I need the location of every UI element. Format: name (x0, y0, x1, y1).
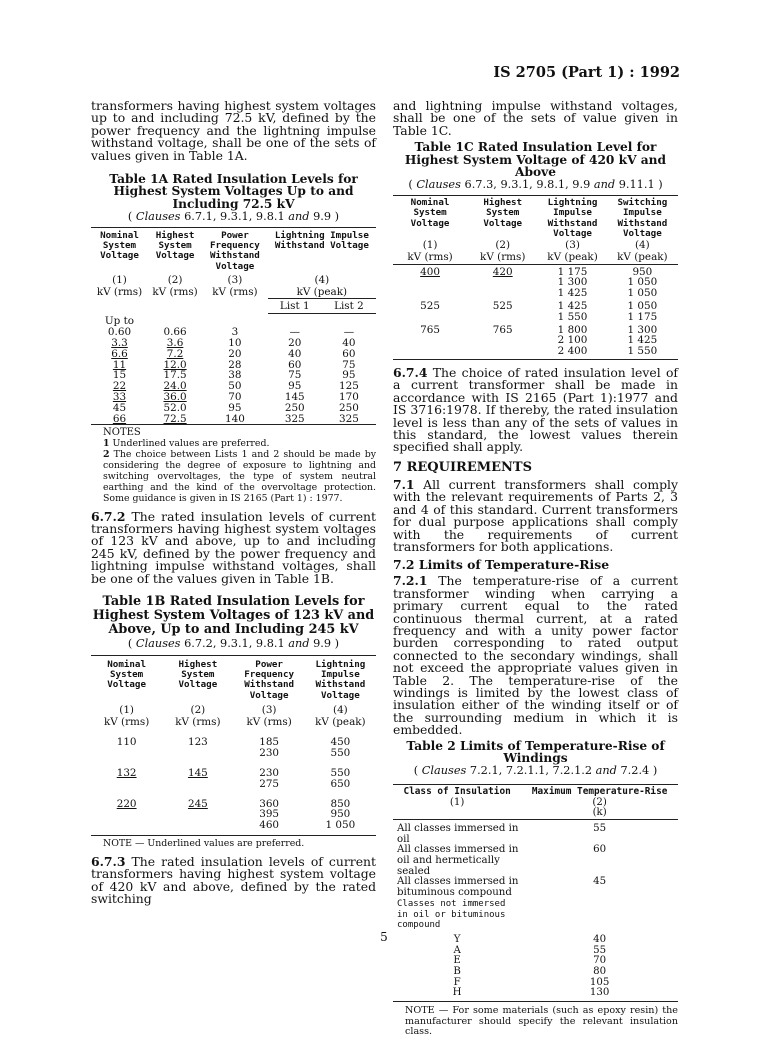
table-cell: 1 425 (557, 287, 588, 300)
table-row (393, 956, 678, 967)
table-1b-title: Table 1B Rated Insulation Levels for Highest System Voltages of 123 kV and Above, Up to and Including 245 kV (92, 594, 375, 638)
table-cell: All classes immersed in oil (397, 822, 519, 845)
table-cell: 75 (342, 358, 356, 371)
table-cell: 12.0 (163, 358, 187, 371)
table-cell: 55 (593, 822, 607, 834)
table-cell: A (453, 944, 461, 956)
table-cell: 130 (589, 987, 610, 999)
table-cell: 95 (228, 401, 242, 414)
table-1a-clauses: ( Clauses 6.7.1, 9.3.1, 9.8.1 and 9.9 ) (127, 210, 340, 224)
table-row (91, 779, 376, 790)
table-cell: 6.6 (111, 347, 128, 360)
table-cell: 95 (342, 369, 356, 382)
table-row (393, 312, 678, 323)
table-cell: 325 (284, 412, 305, 425)
table-cell: 55 (593, 944, 607, 956)
table-cell: 230 (259, 766, 280, 779)
table-cell: 220 (116, 797, 137, 810)
table-cell: 1 175 (627, 310, 658, 323)
table-cell: 40 (593, 933, 607, 945)
table-cell: 125 (338, 380, 359, 393)
table-cell: 70 (593, 955, 607, 967)
table-cell: 450 (330, 736, 351, 749)
right-intro-paragraph: and lightning impulse withstand voltages, shall be one of the sets of value given in Table 1C. (393, 98, 678, 138)
table-row (393, 899, 678, 931)
table-1a-title: Table 1A Rated Insulation Levels for Highest System Voltages Up to and Including 72.5 kV (109, 172, 358, 211)
table-row (393, 988, 678, 999)
table-cell: H (452, 987, 462, 999)
table-cell: 950 (330, 808, 351, 821)
section-7-2-heading: 7.2 Limits of Temperature-Rise (393, 557, 610, 573)
table-cell: 3.3 (111, 336, 128, 349)
table-cell: 1 550 (627, 345, 658, 358)
table-cell: 70 (228, 390, 242, 403)
table-cell: E (453, 955, 461, 967)
table-cell: 3.6 (166, 336, 184, 349)
table-cell: 80 (593, 966, 607, 978)
table-cell: 400 (420, 265, 440, 278)
table-cell: 250 (338, 401, 359, 414)
table-cell: 395 (259, 808, 280, 821)
clause-7-2-1: 7.2.1 The temperature-rise of a current transformer winding when carrying a primary current equal to the rated continuous thermal current, at a rated frequency and with a unity power factor burden corresponding to rated output connected to the secondary windings, shall not exceed the appropriate values given in Table 2. The temperature-rise of the windings is limited by the lowest class of insulation either of the winding itself or of the surrounding medium in which it is embedded. (393, 573, 678, 738)
list-1-header: List 1 (268, 299, 322, 314)
table-1b (91, 595, 376, 850)
table-row (393, 299, 678, 312)
table-cell: 360 (259, 797, 280, 810)
table-cell: 17.5 (163, 369, 187, 382)
table-cell: 105 (589, 976, 610, 988)
table-cell: — (343, 326, 355, 339)
table-cell: 245 (187, 797, 208, 810)
table-cell: 765 (420, 323, 440, 336)
table-cell: 10 (228, 336, 242, 349)
table-cell: 45 (593, 876, 607, 888)
table-cell: 1 425 (627, 334, 658, 347)
table-cell: 850 (330, 797, 351, 810)
table-cell: 52.0 (163, 401, 187, 414)
table-row (393, 264, 678, 277)
table-cell (521, 899, 678, 931)
table-cell: 1 050 (627, 287, 658, 300)
table-1a (91, 173, 376, 505)
table-row (91, 349, 376, 360)
table-cell: 24.0 (163, 380, 187, 393)
table-cell: 123 (187, 736, 208, 749)
table-2-clauses: ( Clauses 7.2.1, 7.2.1.1, 7.2.1.2 and 7.2.4 ) (413, 764, 658, 778)
table-cell: 0.66 (163, 326, 187, 339)
table-cell: 40 (288, 347, 302, 360)
table-cell: 20 (228, 347, 242, 360)
right-column (393, 100, 678, 1037)
table-cell: 1 300 (627, 323, 658, 336)
table-cell: 145 (284, 390, 305, 403)
table-cell: F (453, 976, 461, 988)
table-cell: Classes not immersed in oil or bituminous compound (397, 898, 506, 931)
table-cell: 3 (231, 326, 239, 339)
table-cell: 460 (259, 819, 280, 832)
left-column (91, 100, 376, 905)
table-1c-title: Table 1C Rated Insulation Level for Highest System Voltage of 420 kV and Above (404, 140, 667, 180)
table-row (393, 946, 678, 957)
table-row (393, 845, 678, 877)
table-cell: 50 (228, 380, 242, 393)
table-row (393, 877, 678, 898)
table-row (91, 748, 376, 759)
table-2-note: NOTE — For some materials (such as epoxy resin) the manufacturer should specify the relevant insulation class. (405, 1005, 678, 1037)
table-1b-note: NOTE — Underlined values are preferred. (103, 837, 305, 849)
page-header: IS 2705 (Part 1) : 1992 (493, 64, 680, 81)
table-cell: 60 (288, 358, 302, 371)
table-row (393, 967, 678, 978)
clause-6-7-4: 6.7.4 The choice of rated insulation level of a current transformer shall be made in accordance with IS 2165 (Part 1):1977 and IS 3716:1978. If thereby, the rated insulation level is less than any of the sets of values in this standard, the lowest values therein specified shall apply. (393, 365, 678, 455)
table-cell: 1 300 (557, 276, 588, 289)
clause-7-1: 7.1 All current transformers shall comply with the relevant requirements of Parts 2, 3 and 4 of this standard. Current transformers for dual purpose applications shall comply with the requirements of current transformers for both applications. (393, 476, 678, 554)
table-cell: 66 (112, 412, 127, 425)
table-cell: 22 (112, 380, 127, 393)
table-row (91, 820, 376, 831)
intro-paragraph: transformers having highest system voltages up to and including 72.5 kV, defined by the power frequency and the lightning impulse withstand voltage, shall be one of the sets of values given in Table 1A. (91, 98, 376, 163)
table-cell: 1 050 (325, 819, 356, 832)
table-cell: 110 (116, 736, 137, 749)
table-cell: 325 (338, 412, 359, 425)
table-cell: 170 (338, 390, 359, 403)
table-cell: All classes immersed in oil and hermetically sealed (397, 844, 519, 877)
table-cell: 145 (187, 766, 208, 779)
table-cell: 60 (593, 844, 607, 856)
clause-6-7-2: 6.7.2 The rated insulation levels of current transformers having highest system voltages of 123 kV and above, up to and including 245 kV, defined by the power frequency and lightning impulse withstand voltages, shall be one of the values given in Table 1B. (91, 508, 376, 586)
table-cell: 2 400 (557, 345, 588, 358)
clause-6-7-3: 6.7.3 The rated insulation levels of current transformers having highest system voltage of 420 kV and above, defined by the rated switching (91, 853, 376, 907)
table-cell: 28 (228, 358, 242, 371)
table-cell: 33 (112, 390, 127, 403)
table-cell: 38 (228, 369, 242, 382)
table-2-grid: Class of Insulation Maximum Temperature-Rise (1) (2) (k) All classes immersed in oil 55 All classes immersed in oil and hermetically sealed 60 All classes immersed in bituminous compound 45 Classes not immersed in oil or bituminous compound Y 40 A 55 E 70 B 80 F 105 H 130 (393, 784, 678, 999)
page-number: 5 (380, 930, 388, 944)
table-1b-grid: Nominal System Voltage Highest System Voltage Power Frequency Withstand Voltage Lightning Impulse Withstand Voltage (1) (2) (3) (4) kV (rms) kV (rms) kV (rms) kV (peak) 110 123 185 450 230 550 132 145 230 550 275 650 220 245 360 850 395 950 460 1 050 (91, 655, 376, 831)
table-cell: 765 (492, 323, 513, 336)
table-cell: 550 (330, 747, 351, 760)
table-cell: 420 (492, 265, 513, 278)
table-1c-clauses: ( Clauses 6.7.3, 9.3.1, 9.8.1, 9.9 and 9.11.1 ) (408, 178, 663, 192)
table-1b-clauses: ( Clauses 6.7.2, 9.3.1, 9.8.1 and 9.9 ) (127, 637, 340, 651)
table-cell: 275 (259, 777, 280, 790)
table-cell: 20 (288, 336, 302, 349)
table-cell: 525 (420, 300, 440, 313)
table-cell: 45 (112, 401, 127, 414)
table-cell: 11 (112, 358, 127, 371)
table-cell: 950 (632, 265, 653, 278)
table-cell: Y (453, 933, 461, 945)
table-cell: 2 100 (557, 334, 588, 347)
table-row (393, 819, 678, 845)
table-1c (393, 141, 678, 360)
table-row (91, 728, 376, 748)
table-cell: 230 (259, 747, 280, 760)
table-row (91, 414, 376, 425)
table-cell: 185 (259, 736, 280, 749)
table-cell: 140 (224, 412, 245, 425)
table-cell: 250 (284, 401, 305, 414)
table-row (91, 790, 376, 810)
table-cell: 1 050 (627, 300, 658, 313)
table-cell: B (453, 966, 461, 978)
table-2-title: Table 2 Limits of Temperature-Rise of Windings (406, 738, 665, 765)
table-cell: 72.5 (163, 412, 187, 425)
list-2-header: List 2 (322, 299, 376, 314)
table-row (393, 288, 678, 299)
table-row (91, 759, 376, 779)
table-row (91, 403, 376, 414)
table-cell: 132 (116, 766, 137, 779)
table-cell: 1 800 (557, 323, 588, 336)
table-cell: 1 550 (557, 310, 588, 323)
table-cell: 75 (288, 369, 302, 382)
table-2 (393, 740, 678, 1037)
section-7-heading: 7 REQUIREMENTS (393, 459, 532, 475)
table-cell: 60 (342, 347, 356, 360)
table-row (393, 346, 678, 357)
table-cell: 15 (112, 369, 127, 382)
table-1a-grid: Nominal System Voltage Highest System Voltage Power Frequency Withstand Voltage Lightning Impulse Withstand Voltage (1) (2) (3) (4) kV (rms) kV (rms) kV (rms) kV (peak) List 1 List 2 Up to 0.60 0.66 3 — — 3.3 3.6 10 20 40 6.6 7.2 20 40 60 11 12.0 28 60 75 15 17.5 38 75 95 22 24.0 50 95 125 33 36.0 70 145 170 45 52.0 95 250 250 66 72.5 140 325 325 (91, 227, 376, 425)
table-cell: 0.60 (107, 326, 132, 339)
table-cell: 1 425 (557, 300, 588, 313)
table-cell: 650 (330, 777, 351, 790)
table-row (393, 978, 678, 989)
table-1a-notes: NOTES 1 Underlined values are preferred. 2 The choice between Lists 1 and 2 should be made by considering the degree of exposure to lightning and switching overvoltages, the type of system neutral earthing and the kind of the overvoltage protection. Some guidance is given in IS 2165 (Part 1) : 1977. (103, 427, 376, 504)
table-cell: 550 (330, 766, 351, 779)
table-cell: — (289, 326, 300, 339)
table-cell: 1 175 (557, 265, 588, 278)
table-cell: 40 (342, 336, 356, 349)
table-cell: All classes immersed in bituminous compound (397, 876, 519, 899)
table-cell: 95 (288, 380, 302, 393)
table-cell: 1 050 (627, 276, 658, 289)
table-cell: 7.2 (166, 347, 184, 360)
table-1c-grid: Nominal System Voltage Highest System Voltage Lightning Impulse Withstand Voltage Switching Impulse Withstand Voltage (1) (2) (3) (4) kV (rms) kV (rms) kV (peak) kV (peak) 400 420 1 175 950 1 300 1 050 1 425 1 050 525 525 1 425 1 050 1 550 1 175 765 765 1 800 1 300 2 100 1 425 2 400 1 550 (393, 195, 678, 357)
table-cell: 36.0 (163, 390, 187, 403)
table-cell: 525 (492, 300, 513, 313)
